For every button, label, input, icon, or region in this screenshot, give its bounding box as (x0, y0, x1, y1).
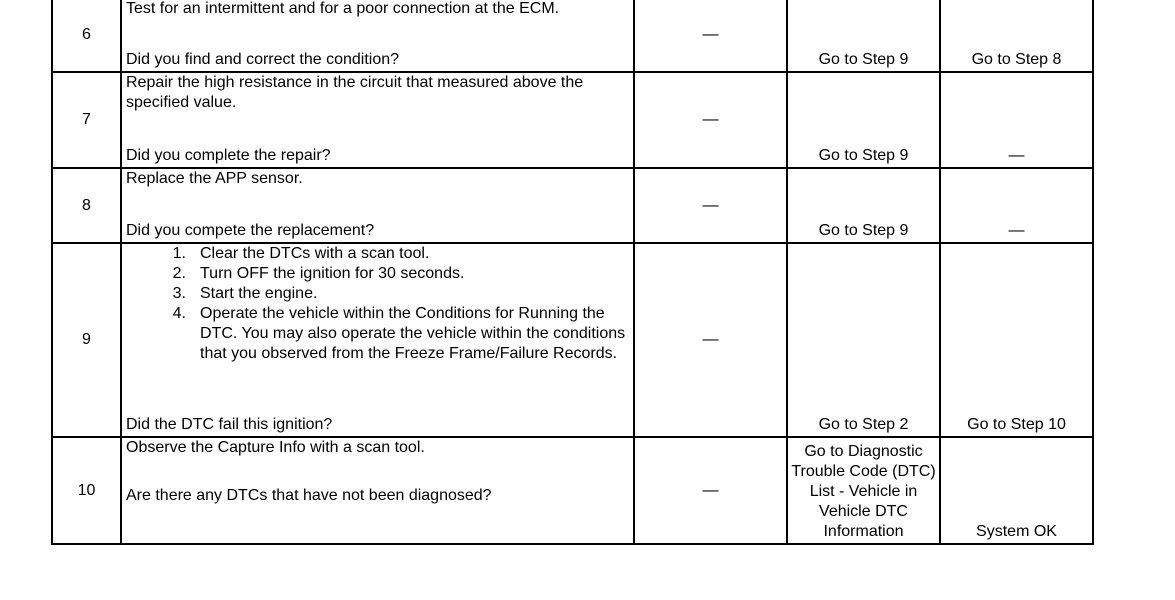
table-row (52, 0, 1093, 72)
list-item-text: Turn OFF the ignition for 30 seconds. (200, 265, 465, 282)
action-question: Did you compete the replacement? (126, 222, 375, 239)
list-item (166, 244, 629, 264)
action-text: Replace the APP sensor. (126, 170, 303, 187)
value-cell: — (634, 168, 787, 243)
list-item-number: 2. (172, 265, 186, 282)
step-number: 9 (52, 243, 121, 437)
yes-cell (787, 0, 940, 72)
table-row (52, 168, 1093, 243)
table-row (52, 72, 1093, 168)
no-text: — (1008, 147, 1025, 164)
procedure-list (126, 244, 629, 364)
list-item-number: 1. (172, 245, 186, 262)
no-cell (940, 437, 1093, 544)
no-text: — (1008, 222, 1025, 239)
table-row (52, 243, 1093, 437)
yes-cell (787, 437, 940, 544)
step-number: 7 (52, 72, 121, 168)
value-cell: — (634, 0, 787, 72)
value-cell: — (634, 437, 787, 544)
yes-text: Go to Step 9 (818, 222, 909, 239)
step-number: 8 (52, 168, 121, 243)
no-text: System OK (976, 523, 1057, 540)
value-cell: — (634, 243, 787, 437)
diagnostic-table (51, 0, 1094, 545)
yes-text: Go to Step 9 (818, 147, 909, 164)
no-cell (940, 243, 1093, 437)
step-number: 10 (52, 437, 121, 544)
yes-text: Go to Diagnostic Trouble Code (DTC) List - Vehicle in Vehicle DTC Information (791, 443, 936, 540)
action-question: Are there any DTCs that have not been diagnosed? (126, 487, 492, 504)
yes-text: Go to Step 9 (818, 51, 909, 68)
no-cell (940, 0, 1093, 72)
no-text: Go to Step 8 (971, 51, 1062, 68)
value-cell: — (634, 72, 787, 168)
no-cell (940, 72, 1093, 168)
list-item (166, 304, 629, 364)
yes-cell (787, 243, 940, 437)
action-text: Repair the high resistance in the circuit that measured above the specified value. (126, 74, 584, 111)
action-cell (121, 437, 634, 544)
no-cell (940, 168, 1093, 243)
list-item (166, 284, 629, 304)
yes-text: Go to Step 2 (818, 416, 909, 433)
list-item-text: Clear the DTCs with a scan tool. (200, 245, 430, 262)
yes-cell (787, 168, 940, 243)
list-item-number: 4. (172, 305, 186, 322)
action-cell (121, 0, 634, 72)
action-text: Test for an intermittent and for a poor connection at the ECM. (126, 0, 560, 17)
yes-cell (787, 72, 940, 168)
action-question: Did you find and correct the condition? (126, 51, 400, 68)
action-question: Did you complete the repair? (126, 147, 331, 164)
list-item-text: Start the engine. (200, 285, 318, 302)
list-item-number: 3. (172, 285, 186, 302)
action-cell (121, 168, 634, 243)
list-item (166, 264, 629, 284)
action-text: Observe the Capture Info with a scan tool. (126, 439, 425, 456)
action-cell (121, 243, 634, 437)
list-item-text: Operate the vehicle within the Conditions for Running the DTC. You may also operate the vehicle within the conditions that you observed from the Freeze Frame/Failure Records. (200, 305, 626, 362)
action-question: Did the DTC fail this ignition? (126, 416, 333, 433)
no-text: Go to Step 10 (967, 416, 1066, 433)
action-cell (121, 72, 634, 168)
step-number: 6 (52, 0, 121, 72)
table-row (52, 437, 1093, 544)
